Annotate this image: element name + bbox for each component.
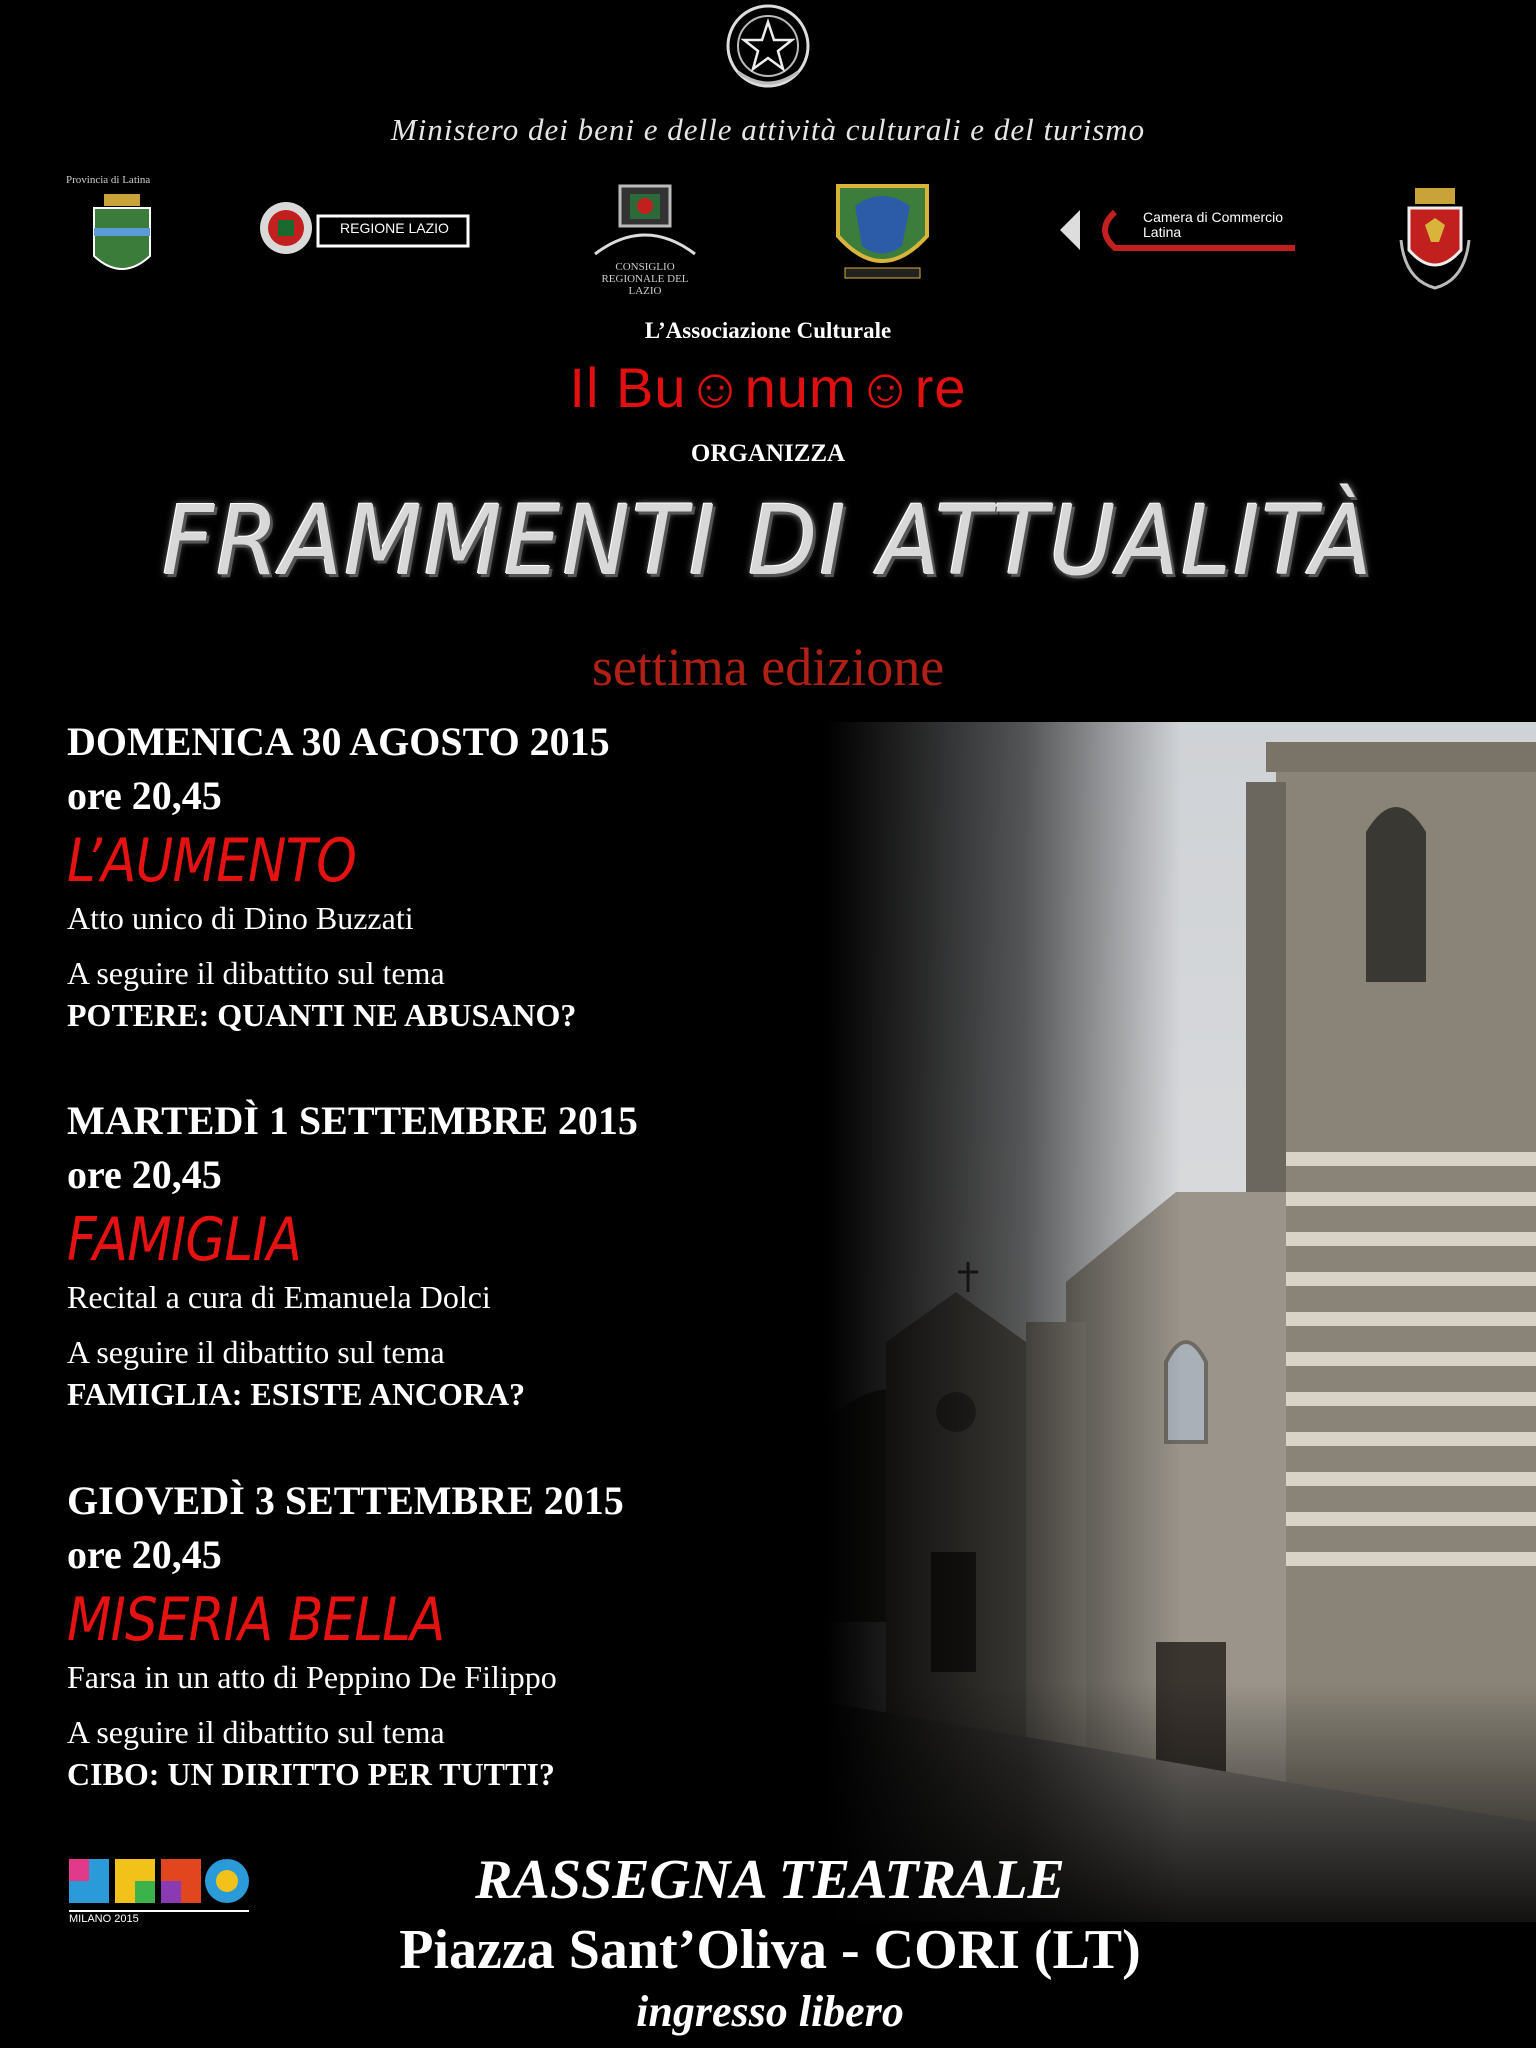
entry-text: ingresso libero bbox=[636, 1987, 904, 2036]
rassegna-title bbox=[0, 1848, 1536, 1912]
rassegna-text: RASSEGNA TEATRALE bbox=[475, 1849, 1065, 1911]
consiglio-emblem-icon bbox=[585, 176, 705, 256]
debate-lead: A seguire il dibattito sul tema bbox=[67, 955, 445, 991]
debate-lead: A seguire il dibattito sul tema bbox=[67, 1334, 445, 1370]
citta-di-cori-logo bbox=[1395, 170, 1475, 300]
consiglio-regionale-logo bbox=[585, 176, 705, 296]
logo-caption: Camera di Commercio Latina bbox=[1143, 209, 1284, 240]
shield-icon bbox=[830, 176, 935, 286]
logo-caption: CONSIGLIO REGIONALE DEL LAZIO bbox=[601, 261, 689, 297]
event-time: ore 20,45 bbox=[67, 1152, 222, 1197]
debate-theme: POTERE: QUANTI NE ABUSANO? bbox=[67, 997, 577, 1033]
event-3 bbox=[67, 1474, 847, 1796]
expo-caption: MILANO 2015 bbox=[69, 1913, 139, 1925]
edition-subtitle: settima edizione bbox=[591, 637, 945, 697]
event-author: Atto unico di Dino Buzzati bbox=[67, 900, 414, 936]
event-title: MISERIA BELLA bbox=[67, 1585, 445, 1655]
free-entry-label bbox=[0, 1986, 1536, 2037]
logo-caption: REGIONE LAZIO bbox=[340, 220, 449, 236]
ministry-title: Ministero dei beni e delle attività culturali e del turismo bbox=[390, 112, 1146, 147]
organization-name: Il Bu☺num☺re bbox=[569, 356, 967, 419]
venue-text: Piazza Sant’Oliva - CORI (LT) bbox=[399, 1919, 1141, 1981]
event-author: Farsa in un atto di Peppino De Filippo bbox=[67, 1659, 557, 1695]
camera-commercio-logo bbox=[1055, 200, 1305, 260]
event-time: ore 20,45 bbox=[67, 1532, 222, 1577]
debate-theme: CIBO: UN DIRITTO PER TUTTI? bbox=[67, 1756, 555, 1792]
event-author: Recital a cura di Emanuela Dolci bbox=[67, 1279, 491, 1315]
event-series-title: FRAMMENTI DI ATTUALITÀ bbox=[162, 485, 1374, 597]
event-title: L’AUMENTO bbox=[67, 826, 357, 896]
city-crest-icon bbox=[1395, 170, 1475, 295]
provincia-di-latina-logo bbox=[66, 174, 176, 284]
sponsor-logos bbox=[0, 170, 1536, 300]
event-date: DOMENICA 30 AGOSTO 2015 bbox=[67, 719, 610, 764]
event-2 bbox=[67, 1094, 847, 1416]
association-label: L’Associazione Culturale bbox=[644, 318, 892, 343]
event-date: MARTEDÌ 1 SETTEMBRE 2015 bbox=[67, 1098, 638, 1143]
organizza-label: ORGANIZZA bbox=[690, 440, 846, 467]
regione-lazio-logo bbox=[256, 198, 471, 268]
province-shield-icon bbox=[66, 186, 176, 286]
italian-republic-emblem-icon bbox=[724, 2, 812, 90]
event-1 bbox=[67, 715, 847, 1037]
venue-address bbox=[0, 1918, 1536, 1982]
shield-logo bbox=[830, 176, 935, 286]
event-time: ore 20,45 bbox=[67, 773, 222, 818]
logo-caption: Provincia di Latina bbox=[66, 174, 151, 186]
event-title: FAMIGLIA bbox=[67, 1205, 302, 1275]
debate-lead: A seguire il dibattito sul tema bbox=[67, 1714, 445, 1750]
event-date: GIOVEDÌ 3 SETTEMBRE 2015 bbox=[67, 1478, 624, 1523]
church-photo bbox=[826, 722, 1536, 1922]
debate-theme: FAMIGLIA: ESISTE ANCORA? bbox=[67, 1376, 526, 1412]
